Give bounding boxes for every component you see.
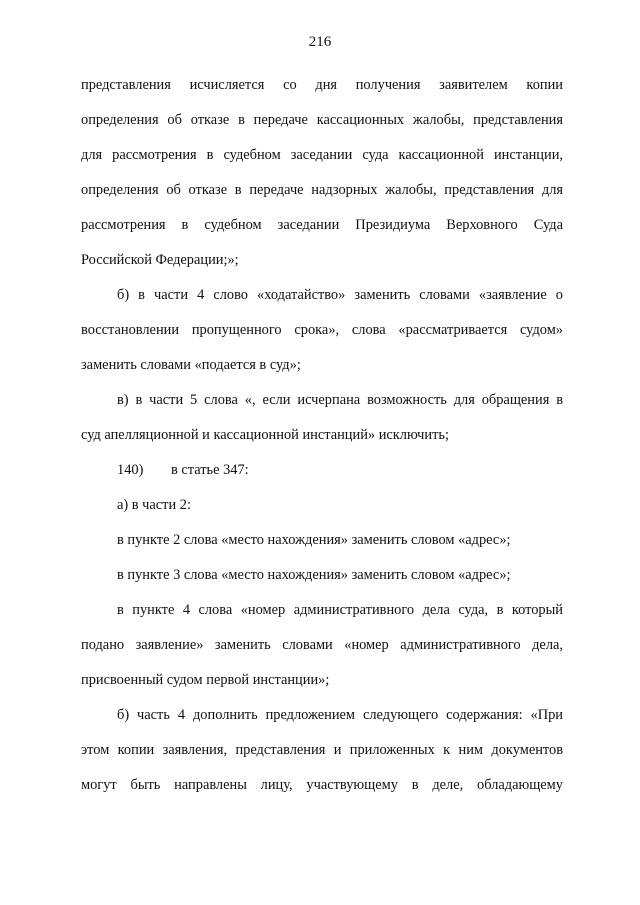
line-text: могут быть направлены лицу, участвующему в деле, обладающему <box>81 777 563 793</box>
line-text: определения об отказе в передаче кассационных жалобы, представления <box>81 112 563 128</box>
text-line <box>81 68 563 103</box>
page-number: 216 <box>308 34 332 50</box>
document-body <box>81 68 563 803</box>
line-text: определения об отказе в передаче надзорных жалобы, представления для <box>81 182 563 198</box>
text-line <box>81 103 563 138</box>
line-text: представления исчисляется со дня получения заявителем копии <box>81 77 563 93</box>
line-text: б) часть 4 дополнить предложением следующего содержания: «При <box>117 707 563 723</box>
line-text: в пункте 3 слова «место нахождения» заменить словом «адрес»; <box>117 567 511 583</box>
text-line <box>81 138 563 173</box>
line-text: в пункте 4 слова «номер административного дела суда, в который <box>117 602 563 618</box>
text-line <box>81 698 563 733</box>
text-line <box>81 313 563 348</box>
text-line <box>81 593 563 628</box>
text-line <box>81 383 563 418</box>
line-text: восстановлении пропущенного срока», слова «рассматривается судом» <box>81 322 563 338</box>
line-text: Российской Федерации;»; <box>81 252 239 268</box>
line-text: а) в части 2: <box>117 497 191 513</box>
line-text: присвоенный судом первой инстанции»; <box>81 672 330 688</box>
line-text: подано заявление» заменить словами «номер административного дела, <box>81 637 563 653</box>
line-text: заменить словами «подается в суд»; <box>81 357 301 373</box>
text-line <box>81 243 563 278</box>
line-text: в пункте 2 слова «место нахождения» заменить словом «адрес»; <box>117 532 511 548</box>
line-text: этом копии заявления, представления и приложенных к ним документов <box>81 742 563 758</box>
text-line <box>81 628 563 663</box>
line-text: суд апелляционной и кассационной инстанций» исключить; <box>81 427 449 443</box>
text-line <box>81 523 563 558</box>
text-line <box>81 733 563 768</box>
line-text: рассмотрения в судебном заседании Президиума Верховного Суда <box>81 217 563 233</box>
text-line <box>81 768 563 803</box>
text-line <box>81 418 563 453</box>
text-line <box>81 173 563 208</box>
text-line <box>81 663 563 698</box>
text-line <box>81 488 563 523</box>
text-line <box>81 453 563 488</box>
text-line <box>81 208 563 243</box>
line-text: для рассмотрения в судебном заседании суда кассационной инстанции, <box>81 147 563 163</box>
text-line <box>81 348 563 383</box>
line-text: в) в части 5 слова «, если исчерпана возможность для обращения в <box>117 392 563 408</box>
line-text: б) в части 4 слово «ходатайство» заменить словами «заявление о <box>117 287 563 303</box>
text-line <box>81 558 563 593</box>
line-text: в статье 347: <box>171 462 249 478</box>
text-line <box>81 278 563 313</box>
item-number: 140) <box>117 462 144 478</box>
